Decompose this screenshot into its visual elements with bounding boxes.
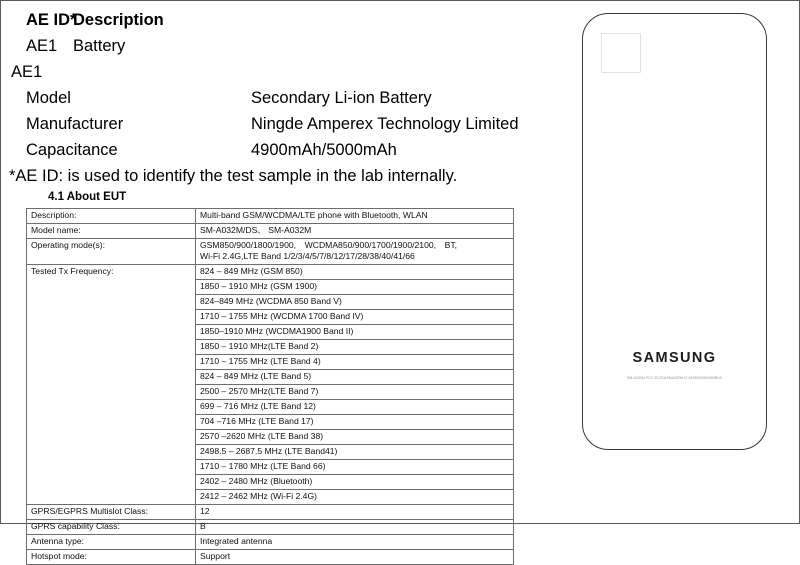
cell-label-model-name: Model name:: [27, 224, 196, 239]
cell-label-tested-tx-frequency: Tested Tx Frequency:: [27, 265, 196, 505]
camera-module-icon: [601, 33, 641, 73]
cell-value-gprs-capability: B: [196, 520, 514, 535]
table-row-gprs-capability: [27, 520, 514, 535]
cell-value-hotspot-mode: Support: [196, 550, 514, 565]
regulatory-label-text: SM-A032M FCC ID:ZCASMA032M IC:629500/06/0000BU0: [627, 375, 722, 381]
cell-frequency-7: 824 – 849 MHz (LTE Band 5): [196, 370, 514, 385]
battery-model-key: Model: [26, 89, 71, 107]
ae-id-value: AE1: [26, 37, 58, 55]
description-header: Description: [73, 11, 164, 29]
cell-frequency-8: 2500 – 2570 MHz(LTE Band 7): [196, 385, 514, 400]
ae-id-header: AE ID*: [26, 11, 77, 29]
battery-capacitance-row: [1, 137, 557, 163]
cell-label-operating-modes: Operating mode(s):: [27, 239, 196, 265]
cell-frequency-2: 824–849 MHz (WCDMA 850 Band V): [196, 295, 514, 310]
cell-value-antenna-type: Integrated antenna: [196, 535, 514, 550]
cell-frequency-12: 2498.5 – 2687.5 MHz (LTE Band41): [196, 445, 514, 460]
cell-label-gprs-multislot: GPRS/EGPRS Multislot Class:: [27, 505, 196, 520]
table-row-model-name: [27, 224, 514, 239]
battery-capacitance-key: Capacitance: [26, 141, 118, 159]
cell-frequency-3: 1710 – 1755 MHz (WCDMA 1700 Band IV): [196, 310, 514, 325]
table-row-operating-modes: [27, 239, 514, 265]
table-row-antenna-type: [27, 535, 514, 550]
ae-group-label: AE1: [11, 63, 43, 81]
cell-frequency-1: 1850 – 1910 MHz (GSM 1900): [196, 280, 514, 295]
battery-manufacturer-key: Manufacturer: [26, 115, 124, 133]
cell-frequency-9: 699 – 716 MHz (LTE Band 12): [196, 400, 514, 415]
cell-frequency-13: 1710 – 1780 MHz (LTE Band 66): [196, 460, 514, 475]
about-eut-table-body: [27, 209, 514, 565]
cell-frequency-14: 2402 – 2480 MHz (Bluetooth): [196, 475, 514, 490]
ae-description-value: Battery: [73, 37, 126, 55]
cell-frequency-15: 2412 – 2462 MHz (Wi-Fi 2.4G): [196, 490, 514, 505]
battery-model-value: Secondary Li-ion Battery: [251, 89, 432, 107]
cell-value-model-name: SM-A032M/DS、 SM-A032M: [196, 224, 514, 239]
battery-capacitance-value: 4900mAh/5000mAh: [251, 141, 397, 159]
table-row-description: [27, 209, 514, 224]
cell-frequency-11: 2570 –2620 MHz (LTE Band 38): [196, 430, 514, 445]
section-heading-about-eut: 4.1 About EUT: [48, 191, 127, 203]
table-row-tested-tx-1: [27, 265, 514, 280]
cell-label-hotspot-mode: Hotspot mode:: [27, 550, 196, 565]
cell-frequency-4: 1850–1910 MHz (WCDMA1900 Band II): [196, 325, 514, 340]
cell-label-gprs-capability: GPRS capability Class:: [27, 520, 196, 535]
cell-label-antenna-type: Antenna type:: [27, 535, 196, 550]
battery-manufacturer-value: Ningde Amperex Technology Limited: [251, 115, 519, 133]
cell-label-description: Description:: [27, 209, 196, 224]
phone-illustration-area: [557, 1, 799, 523]
operating-modes-line-2: Wi-Fi 2.4G,LTE Band 1/2/3/4/5/7/8/12/17/28/38/40/41/66: [200, 251, 415, 261]
battery-manufacturer-row: [1, 111, 557, 137]
cell-frequency-5: 1850 – 1910 MHz(LTE Band 2): [196, 340, 514, 355]
ae-table-header-row: [1, 7, 557, 33]
battery-model-row: [1, 85, 557, 111]
samsung-wordmark: SAMSUNG: [632, 350, 717, 366]
phone-back-outline: [582, 13, 767, 450]
cell-value-description: Multi-band GSM/WCDMA/LTE phone with Bluetooth, WLAN: [196, 209, 514, 224]
cell-frequency-6: 1710 – 1755 MHz (LTE Band 4): [196, 355, 514, 370]
ae-id-footnote: *AE ID: is used to identify the test sample in the lab internally.: [9, 167, 458, 185]
about-eut-table: [26, 208, 514, 565]
table-row-hotspot-mode: [27, 550, 514, 565]
battery-ae-block: [1, 7, 557, 189]
cell-frequency-10: 704 –716 MHz (LTE Band 17): [196, 415, 514, 430]
ae-table-data-row: [1, 33, 557, 59]
document-column: [1, 1, 557, 561]
operating-modes-line-1: GSM850/900/1800/1900, WCDMA850/900/1700/1900/2100, BT,: [200, 240, 458, 250]
cell-frequency-0: 824 – 849 MHz (GSM 850): [196, 265, 514, 280]
cell-value-operating-modes: [196, 239, 514, 265]
cell-value-gprs-multislot: 12: [196, 505, 514, 520]
table-row-gprs-multislot: [27, 505, 514, 520]
